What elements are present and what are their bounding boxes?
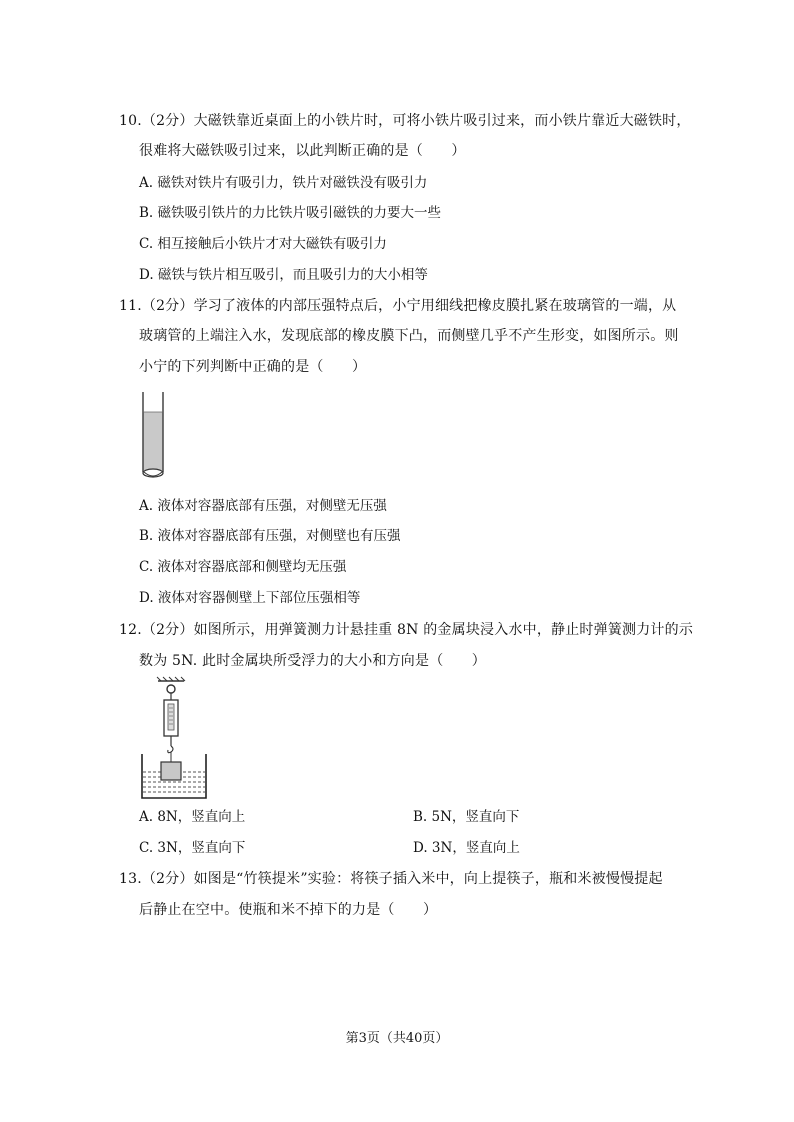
q11-option-b: B. 液体对容器底部有压强，对侧壁也有压强: [139, 528, 401, 544]
q11-option-d: D. 液体对容器侧壁上下部位压强相等: [139, 590, 361, 606]
q11-stem-line2: 玻璃管的上端注入水，发现底部的橡皮膜下凸，而侧壁几乎不产生形变，如图所示。则: [139, 328, 679, 344]
q12-stem-line1: 12.（2分）如图所示，用弹簧测力计悬挂重 8N 的金属块浸入水中，静止时弹簧测力计的示: [119, 622, 694, 638]
q10-option-c: C. 相互接触后小铁片才对大磁铁有吸引力: [139, 236, 387, 252]
q10-option-b: B. 磁铁吸引铁片的力比铁片吸引磁铁的力要大一些: [139, 205, 442, 221]
q13-stem-line2: 后静止在空中。使瓶和米不掉下的力是（ ）: [139, 902, 438, 918]
q11-stem-line3: 小宁的下列判断中正确的是（ ）: [139, 359, 367, 375]
q11-option-c: C. 液体对容器底部和侧壁均无压强: [139, 559, 347, 575]
spring-scale-figure: [136, 676, 212, 804]
q12-stem-line2: 数为 5N. 此时金属块所受浮力的大小和方向是（ ）: [139, 653, 487, 669]
q10-option-d: D. 磁铁与铁片相互吸引，而且吸引力的大小相等: [139, 267, 428, 283]
page-footer: 第3页（共40页）: [345, 1031, 449, 1046]
q12-option-c: C. 3N，竖直向下: [139, 840, 246, 856]
q12-option-a: A. 8N，竖直向上: [139, 809, 246, 825]
q10-option-a: A. 磁铁对铁片有吸引力，铁片对磁铁没有吸引力: [139, 175, 428, 191]
q12-option-b: B. 5N，竖直向下: [413, 809, 520, 825]
q11-option-a: A. 液体对容器底部有压强，对侧壁无压强: [139, 498, 387, 514]
q13-stem-line1: 13.（2分）如图是“竹筷提米”实验：将筷子插入米中，向上提筷子，瓶和米被慢慢提起: [119, 871, 663, 887]
q12-option-d: D. 3N，竖直向上: [413, 840, 520, 856]
q11-stem-line1: 11.（2分）学习了液体的内部压强特点后，小宁用细线把橡皮膜扎紧在玻璃管的一端，从: [119, 298, 677, 314]
q10-stem-line1: 10.（2分）大磁铁靠近桌面上的小铁片时，可将小铁片吸引过来，而小铁片靠近大磁铁时，: [119, 113, 691, 129]
glass-tube-figure: [136, 390, 172, 486]
q10-stem-line2: 很难将大磁铁吸引过来，以此判断正确的是（ ）: [139, 143, 466, 159]
